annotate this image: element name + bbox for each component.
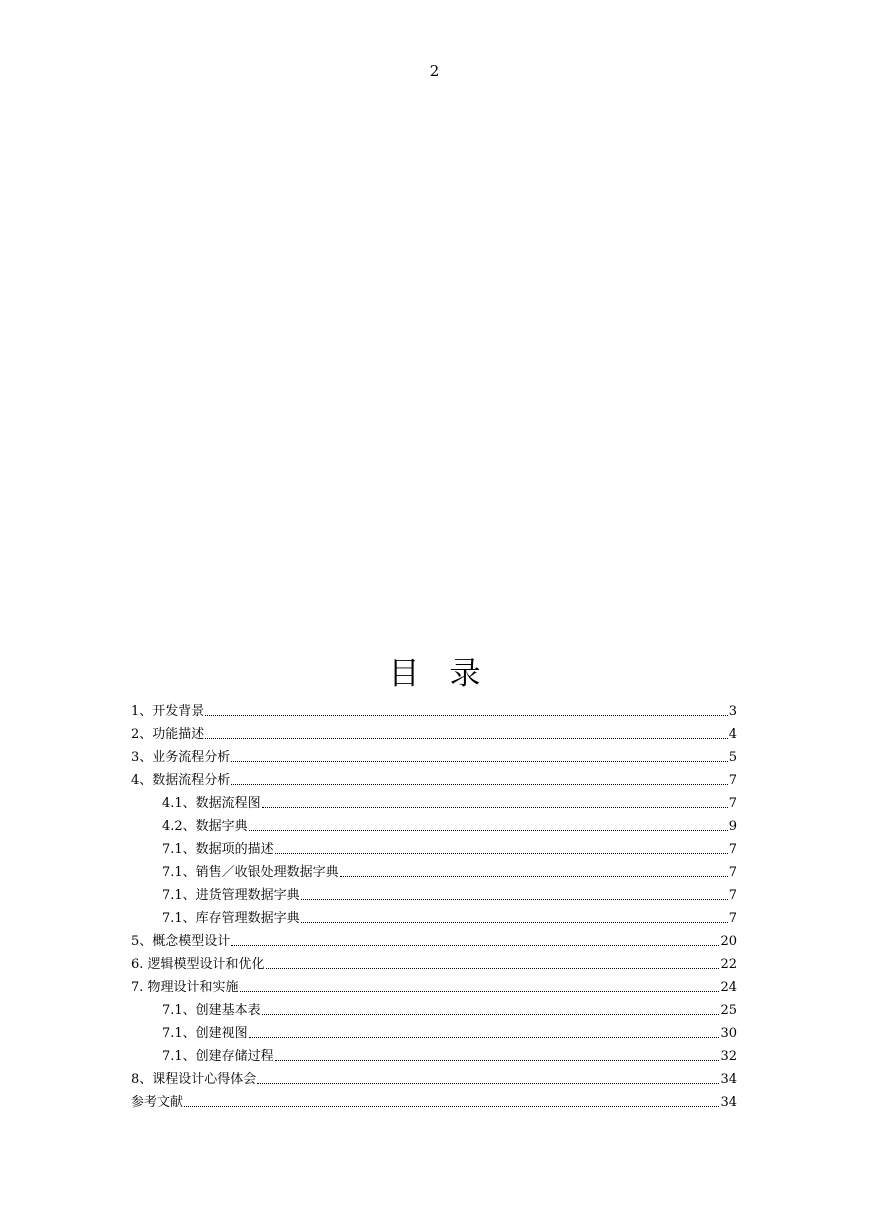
toc-leader-dots: [205, 714, 727, 716]
toc-leader-dots: [240, 990, 720, 992]
toc-entry[interactable]: [131, 720, 737, 743]
toc-entry-label: 4、数据流程分析: [131, 773, 231, 788]
toc-subentry[interactable]: [131, 812, 737, 835]
toc-entry-label: 7.1、销售／收银处理数据字典: [162, 865, 339, 880]
toc-leader-dots: [275, 1059, 720, 1061]
toc-subentry[interactable]: [131, 835, 737, 858]
toc-entry[interactable]: [131, 927, 737, 950]
toc-subentry[interactable]: [131, 1019, 737, 1042]
page-number: 2: [429, 62, 440, 80]
toc-list: [131, 697, 737, 1111]
toc-entry[interactable]: [131, 950, 737, 973]
toc-leader-dots: [249, 829, 728, 831]
toc-subentry[interactable]: [131, 996, 737, 1019]
toc-entry-label: 1、开发背景: [131, 704, 205, 719]
toc-entry-label: 7.1、创建存储过程: [162, 1049, 274, 1064]
toc-leader-dots: [231, 944, 719, 946]
toc-entry-label: 7.1、创建视图: [162, 1026, 248, 1041]
toc-entry-page: 7: [728, 865, 737, 880]
toc-entry-label: 7.1、库存管理数据字典: [162, 911, 300, 926]
toc-entry-label: 参考文献: [131, 1095, 184, 1110]
toc-subentry[interactable]: [131, 1042, 737, 1065]
toc-entry[interactable]: [131, 1088, 737, 1111]
toc-entry-page: 20: [720, 934, 737, 949]
toc-leader-dots: [340, 875, 728, 877]
toc-entry-page: 4: [728, 727, 737, 742]
toc-subentry[interactable]: [131, 789, 737, 812]
toc-leader-dots: [262, 806, 728, 808]
toc-entry-label: 7.1、进货管理数据字典: [162, 888, 300, 903]
toc-leader-dots: [231, 783, 727, 785]
toc-subentry[interactable]: [131, 858, 737, 881]
toc-leader-dots: [231, 760, 727, 762]
toc-leader-dots: [262, 1013, 720, 1015]
toc-leader-dots: [249, 1036, 720, 1038]
toc-entry-label: 2、功能描述: [131, 727, 205, 742]
toc-entry-page: 7: [728, 888, 737, 903]
toc-leader-dots: [275, 852, 728, 854]
toc-title-char-1: 目: [388, 656, 420, 692]
toc-entry-label: 7.1、数据项的描述: [162, 842, 274, 857]
toc-entry[interactable]: [131, 1065, 737, 1088]
toc-entry-page: 25: [720, 1003, 737, 1018]
toc-entry-page: 9: [728, 819, 737, 834]
toc-entry-label: 5、概念模型设计: [131, 934, 231, 949]
toc-entry-label: 4.1、数据流程图: [162, 796, 261, 811]
toc-entry-page: 5: [728, 750, 737, 765]
toc-title-char-2: 录: [449, 656, 481, 692]
toc-leader-dots: [301, 921, 728, 923]
toc-entry-label: 3、业务流程分析: [131, 750, 231, 765]
toc-entry[interactable]: [131, 697, 737, 720]
toc-entry-label: 8、课程设计心得体会: [131, 1072, 257, 1087]
toc-entry-page: 32: [720, 1049, 737, 1064]
toc-entry[interactable]: [131, 766, 737, 789]
toc-entry-page: 34: [720, 1095, 737, 1110]
toc-entry-label: 7. 物理设计和实施: [131, 980, 239, 995]
toc-entry-label: 7.1、创建基本表: [162, 1003, 261, 1018]
toc-subentry[interactable]: [131, 904, 737, 927]
toc-entry[interactable]: [131, 743, 737, 766]
toc-entry-page: 24: [720, 980, 737, 995]
toc-entry-page: 7: [728, 911, 737, 926]
toc-entry-label: 6. 逻辑模型设计和优化: [131, 957, 265, 972]
toc-entry-page: 7: [728, 773, 737, 788]
toc-entry-page: 22: [720, 957, 737, 972]
toc-entry-page: 7: [728, 842, 737, 857]
toc-entry-label: 4.2、数据字典: [162, 819, 248, 834]
toc-leader-dots: [257, 1082, 719, 1084]
toc-subentry[interactable]: [131, 881, 737, 904]
toc-entry-page: 7: [728, 796, 737, 811]
toc-entry-page: 30: [720, 1026, 737, 1041]
toc-leader-dots: [205, 737, 727, 739]
toc-leader-dots: [184, 1105, 719, 1107]
toc-entry-page: 34: [720, 1072, 737, 1087]
toc-leader-dots: [301, 898, 728, 900]
toc-title: [0, 652, 869, 696]
toc-leader-dots: [266, 967, 720, 969]
toc-entry[interactable]: [131, 973, 737, 996]
toc-entry-page: 3: [728, 704, 737, 719]
